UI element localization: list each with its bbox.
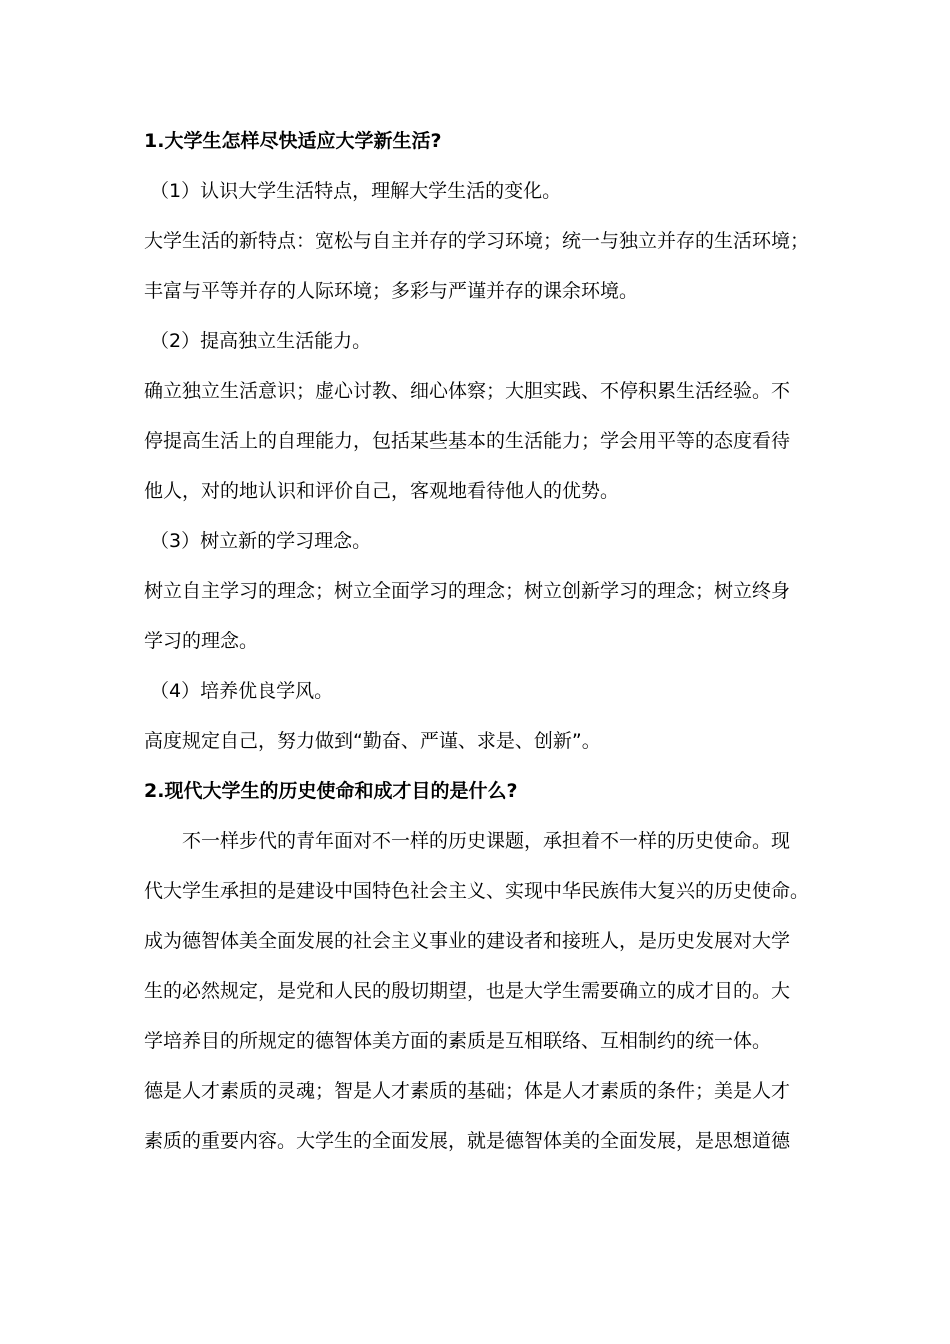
paragraph-line: 高度规定自己，努力做到“勤奋、严谨、求是、创新”。	[144, 730, 601, 752]
paragraph-line: 停提高生活上的自理能力，包括某些基本的生活能力；学会用平等的态度看待	[144, 430, 791, 452]
paragraph-line: 丰富与平等并存的人际环境；多彩与严谨并存的课余环境。	[144, 280, 639, 302]
subheading-3: （3）树立新的学习理念。	[150, 530, 372, 552]
paragraph-line: 树立自主学习的理念；树立全面学习的理念；树立创新学习的理念；树立终身	[144, 580, 791, 602]
heading-adapt-university-life: 1.大学生怎样尽快适应大学新生活?	[144, 130, 442, 152]
paragraph-line: 素质的重要内容。大学生的全面发展，就是德智体美的全面发展，是思想道德	[144, 1130, 791, 1152]
paragraph-line: 他人，对的地认识和评价自己，客观地看待他人的优势。	[144, 480, 620, 502]
subheading-4: （4）培养优良学风。	[150, 680, 334, 702]
paragraph-line: 确立独立生活意识；虚心讨教、细心体察；大胆实践、不停积累生活经验。不	[144, 380, 791, 402]
paragraph-line: 大学生活的新特点：宽松与自主并存的学习环境；统一与独立并存的生活环境；	[144, 230, 810, 252]
paragraph-line: 学习的理念。	[144, 630, 259, 652]
subheading-1: （1）认识大学生活特点，理解大学生活的变化。	[150, 180, 562, 202]
paragraph-line: 不一样步代的青年面对不一样的历史课题，承担着不一样的历史使命。现	[182, 830, 791, 852]
subheading-2: （2）提高独立生活能力。	[150, 330, 372, 352]
paragraph-line: 学培养目的所规定的德智体美方面的素质是互相联络、互相制约的统一体。	[144, 1030, 772, 1052]
paragraph-line: 代大学生承担的是建设中国特色社会主义、实现中华民族伟大复兴的历史使命。	[144, 880, 810, 902]
paragraph-line: 德是人才素质的灵魂；智是人才素质的基础；体是人才素质的条件；美是人才	[144, 1080, 791, 1102]
paragraph-line: 成为德智体美全面发展的社会主义事业的建设者和接班人，是历史发展对大学	[144, 930, 791, 952]
paragraph-line: 生的必然规定，是党和人民的殷切期望，也是大学生需要确立的成才目的。大	[144, 980, 791, 1002]
heading-historical-mission: 2.现代大学生的历史使命和成才目的是什么?	[144, 780, 518, 802]
